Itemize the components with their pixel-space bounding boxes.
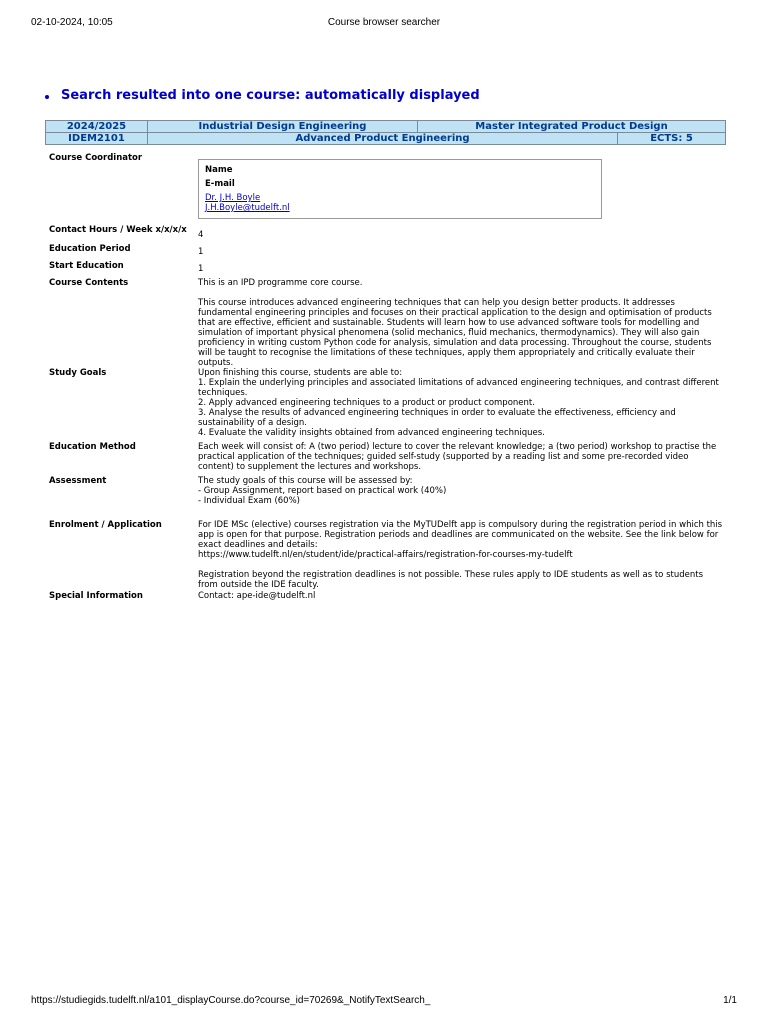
row-contact-hours [49, 225, 725, 240]
course-ects: ECTS: 5 [618, 133, 726, 145]
registration-link[interactable]: https://www.tudelft.nl/en/student/ide/practical-affairs/registration-for-courses-my-tudelft [198, 550, 573, 560]
start-education-value: 1 [198, 264, 204, 274]
row-enrolment [49, 520, 725, 590]
education-method-text: Each week will consist of: A (two period) lecture to cover the relevant knowledge; a (two period) workshop to practise the practical application of the techniques; guided self-study (supported by a reading list and some pre-recorded video content) to supplement the lectures and workshops. [198, 442, 717, 472]
education-period-label: Education Period [49, 244, 131, 254]
row-start-education [49, 261, 725, 274]
assessment-intro: The study goals of this course will be assessed by: [198, 476, 413, 486]
education-method-label: Education Method [49, 442, 136, 452]
search-result-text: Search resulted into one course: automatically displayed [61, 88, 480, 103]
print-url: https://studiegids.tudelft.nl/a101_displayCourse.do?course_id=70269&_NotifyTextSearch_ [31, 995, 431, 1006]
study-goal-item: 1. Explain the underlying principles and associated limitations of advanced engineering techniques, and contrast different techniques. [198, 378, 719, 398]
row-study-goals [49, 368, 725, 438]
print-title: Course browser searcher [327, 17, 441, 28]
special-information-label: Special Information [49, 591, 143, 601]
print-header [0, 17, 768, 31]
programme-name: Master Integrated Product Design [418, 121, 726, 133]
faculty-name: Industrial Design Engineering [148, 121, 418, 133]
course-details [49, 153, 725, 601]
search-result-list [44, 88, 480, 103]
row-course-coordinator [49, 153, 725, 219]
coordinator-name-header: Name [205, 165, 233, 175]
row-education-period [49, 244, 725, 257]
course-contents-label: Course Contents [49, 278, 129, 288]
course-code: IDEM2101 [46, 133, 148, 145]
assessment-item: - Group Assignment, report based on practical work (40%) [198, 486, 447, 496]
row-course-contents [49, 278, 725, 368]
coordinator-name-link[interactable]: Dr. J.H. Boyle [205, 193, 261, 203]
coordinator-box [198, 159, 602, 219]
row-special-information [49, 591, 725, 601]
study-goals-label: Study Goals [49, 368, 107, 378]
study-goal-item: 4. Evaluate the validity insights obtained from advanced engineering techniques. [198, 428, 545, 438]
contact-hours-label: Contact Hours / Week x/x/x/x [49, 225, 187, 235]
row-assessment [49, 476, 725, 506]
print-page-number: 1/1 [723, 995, 737, 1006]
search-result-message [44, 88, 480, 103]
course-header-table [45, 120, 726, 145]
enrolment-deadline-note: Registration beyond the registration deadlines is not possible. These rules apply to IDE students as well as to students from outside the IDE faculty. [198, 570, 704, 590]
contact-hours-value: 4 [198, 230, 204, 240]
course-header-row-2 [46, 133, 726, 145]
study-goal-item: 2. Apply advanced engineering techniques to a product or product component. [198, 398, 535, 408]
study-goals-intro: Upon finishing this course, students are able to: [198, 368, 403, 378]
academic-year: 2024/2025 [46, 121, 148, 133]
assessment-item: - Individual Exam (60%) [198, 496, 300, 506]
print-datetime: 02-10-2024, 10:05 [31, 17, 113, 28]
special-information-text: Contact: ape-ide@tudelft.nl [198, 591, 316, 601]
enrolment-label: Enrolment / Application [49, 520, 162, 530]
coordinator-email-link[interactable]: J.H.Boyle@tudelft.nl [205, 203, 290, 213]
course-coordinator-label: Course Coordinator [49, 153, 143, 163]
enrolment-text: For IDE MSc (elective) courses registration via the MyTUDelft app is compulsory during the registration period in which this app is open for that purpose. Registration periods and deadlines are communicated on the website. See the link below for exact deadlines and details: [198, 520, 723, 550]
row-education-method [49, 442, 725, 472]
course-contents-intro: This is an IPD programme core course. [198, 278, 363, 288]
bullet-icon [45, 95, 49, 99]
education-period-value: 1 [198, 247, 204, 257]
course-contents-description: This course introduces advanced engineering techniques that can help you design better products. It addresses fundamental engineering principles and focuses on their practical application to the design and optimisation of products that are effective, efficient and sustainable. Students will learn how to use advanced software tools for modelling and simulation of important physical phenomena (solid mechanics, fluid mechanics, thermodynamics). They will also gain proficiency in writing custom Python code for analysis, simulation and data processing. Throughout the course, students will be taught to recognise the limitations of these techniques, apply them appropriately and critically evaluate their outputs. [198, 298, 712, 368]
course-name: Advanced Product Engineering [148, 133, 618, 145]
print-footer [0, 995, 768, 1009]
course-header-row-1 [46, 121, 726, 133]
start-education-label: Start Education [49, 261, 124, 271]
coordinator-email-header: E-mail [205, 179, 235, 189]
assessment-label: Assessment [49, 476, 107, 486]
study-goal-item: 3. Analyse the results of advanced engineering techniques in order to evaluate the effectiveness, efficiency and sustainability of a design. [198, 408, 676, 428]
